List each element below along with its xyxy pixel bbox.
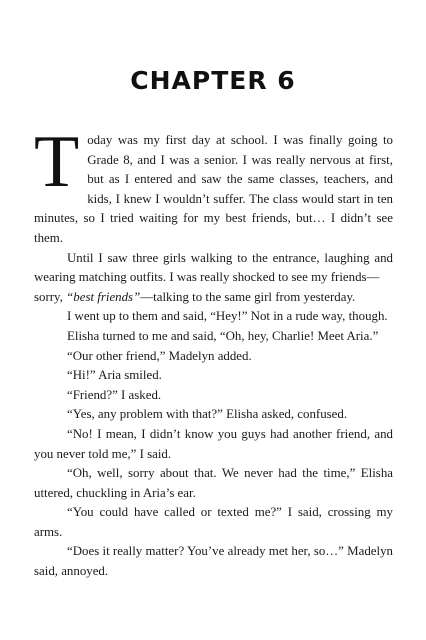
paragraph-11: “Oh, well, sorry about that. We never had the time,” Elisha uttered, chuckling in Aria’s ear. — [34, 466, 393, 500]
paragraph-7: “Hi!” Aria smiled. — [67, 368, 162, 383]
paragraph-4: I went up to them and said, “Hey!” Not in a rude way, though. — [67, 309, 388, 324]
paragraph-1 — [34, 121, 393, 249]
paragraph-5: Elisha turned to me and said, “Oh, hey, Charlie! Meet Aria.” — [67, 328, 379, 343]
paragraph-13: “Does it really matter? You’ve already met her, so…” Madelyn said, annoyed. — [34, 544, 393, 579]
italic-phrase: “best friends” — [66, 289, 141, 304]
drop-cap: T — [34, 121, 80, 203]
paragraph-8: “Friend?” I asked. — [67, 387, 162, 402]
paragraph-text: oday was my first day at school. I was finally going to Grade 8, and I was a senior. I was really nervous at first, but as I entered and saw the same classes, teachers, and kids, I knew I wouldn’t suffer. The class would start in ten minutes, so I tried waiting for my best friends, but… I didn’t see them. — [34, 133, 393, 245]
paragraph-6: “Our other friend,” Madelyn added. — [67, 348, 252, 363]
chapter-title: CHAPTER 6 — [130, 66, 296, 95]
paragraph-3 — [34, 288, 393, 308]
paragraph-10: “No! I mean, I didn’t know you guys had another friend, and you never told me,” I said. — [34, 426, 393, 461]
paragraph-12: “You could have called or texted me?” I said, crossing my arms. — [34, 505, 393, 539]
paragraph-text: sorry, — [34, 289, 67, 304]
paragraph-9: “Yes, any problem with that?” Elisha asked, confused. — [67, 407, 348, 422]
chapter-body — [34, 121, 393, 582]
paragraph-text: —talking to the same girl from yesterday. — [140, 289, 356, 304]
paragraph-2: Until I saw three girls walking to the entrance, laughing and wearing matching outfits. I was really shocked to see my friends— — [34, 250, 393, 285]
